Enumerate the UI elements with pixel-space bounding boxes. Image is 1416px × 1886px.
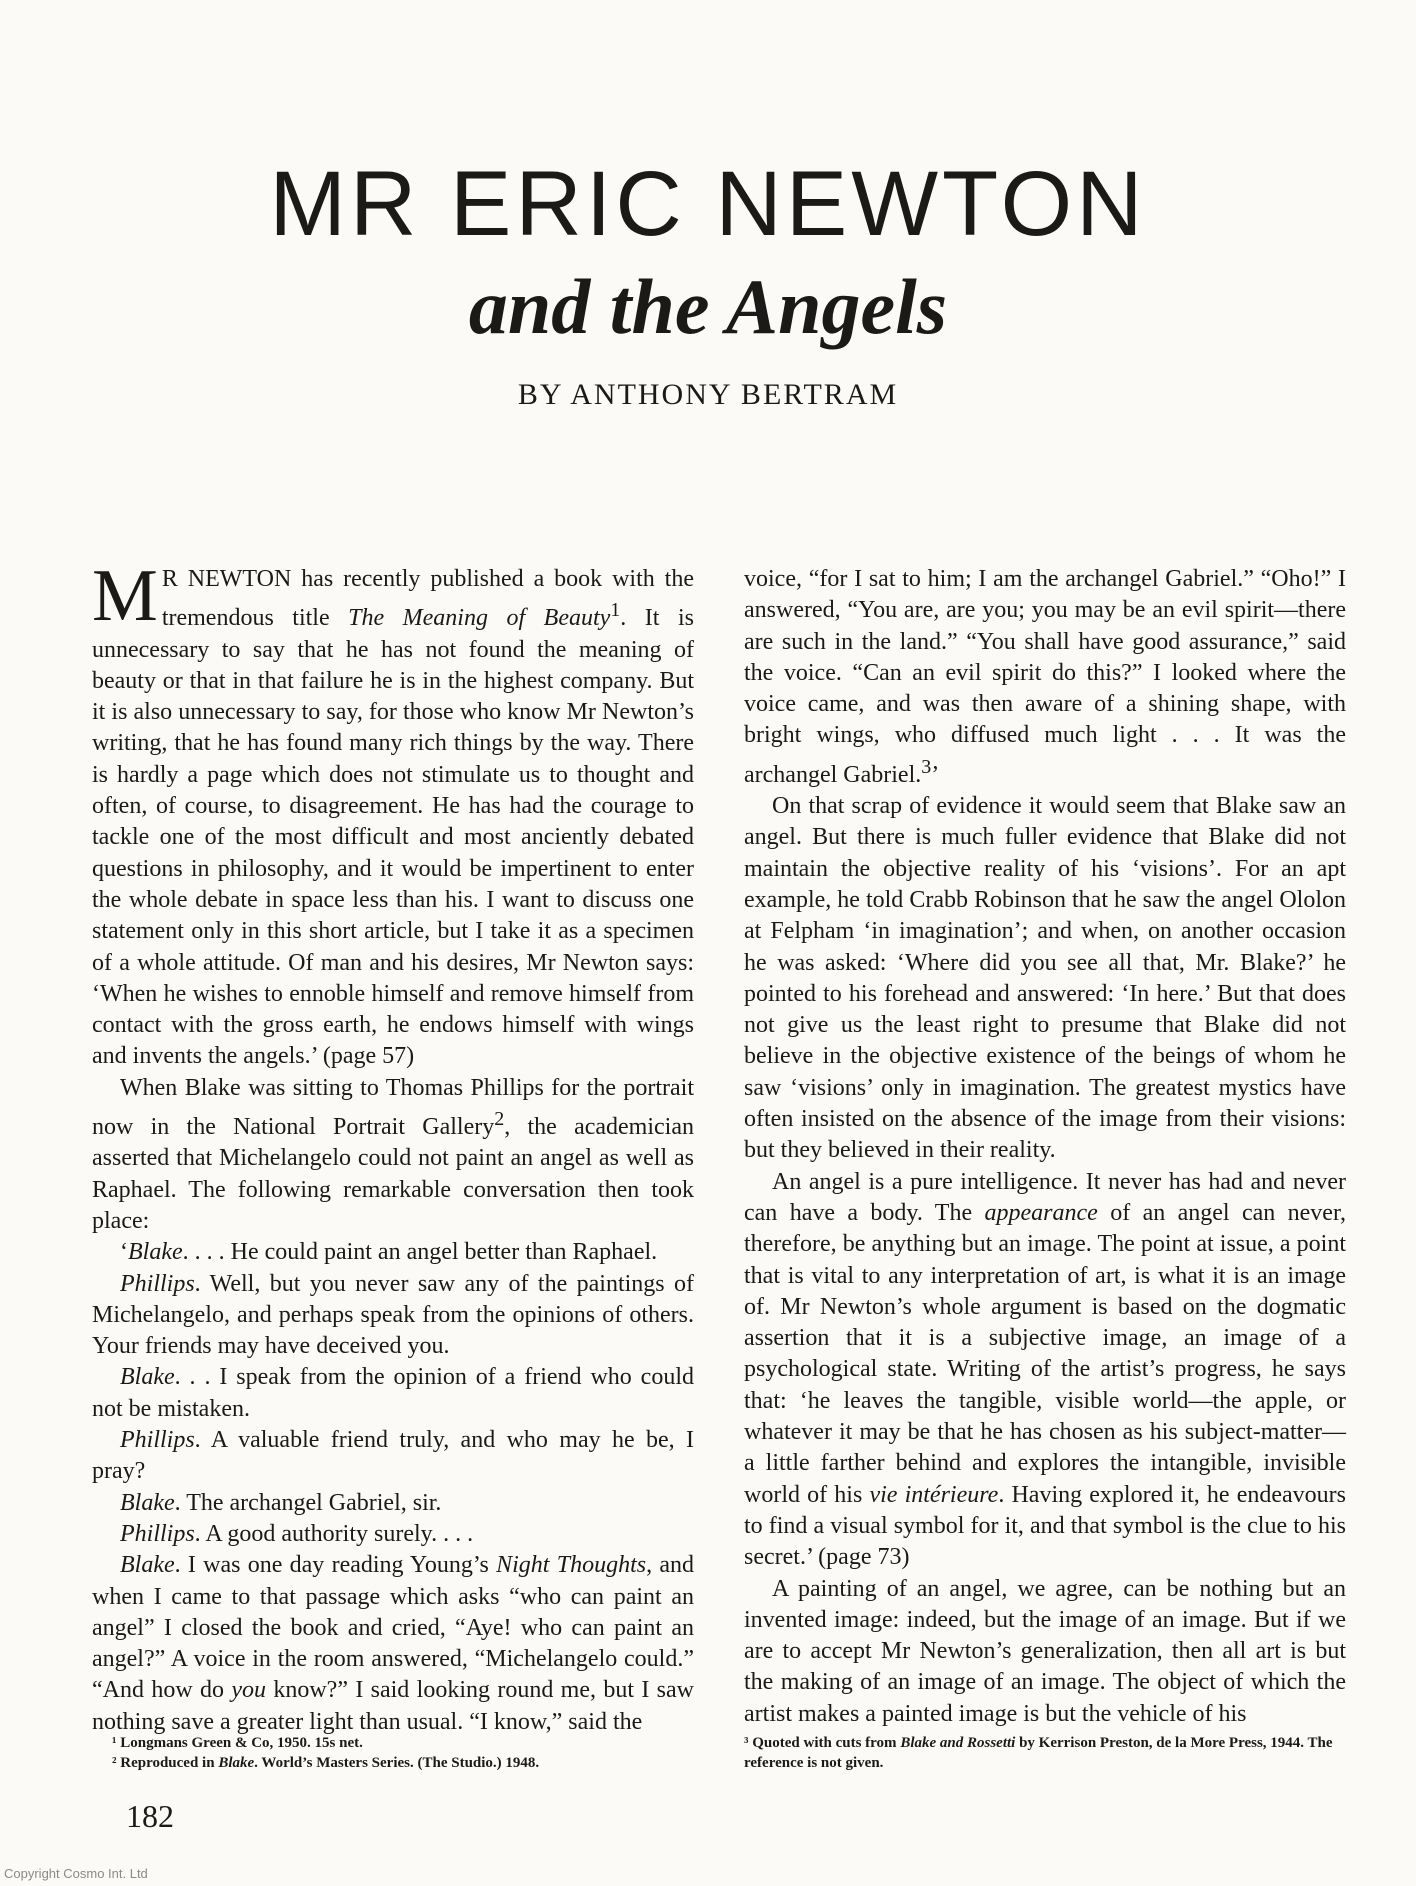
footnote-ref-1: 1 xyxy=(610,599,621,622)
paragraph: A painting of an angel, we agree, can be nothing but an invented image: indeed, but the image of an image. But if we are to accept Mr Newton’s generalization, then all art is but the making of an image of an image. The object of which the artist makes a painted image is but the vehicle of his xyxy=(744,1575,1346,1727)
paragraph: An angel is a pure intelligence. It never has had and never can have a body. The appearance of an angel can never, therefore, be anything but an image. The point at issue, a point that is vital to any interpretation of art, is what it is an image of. Mr Newton’s whole argument is based on the dogmatic assertion that it is a subjective image, an image of a psychological state. Writing of the artist’s progress, he says that: ‘he leaves the tangible, visible world—the apple, or whatever it may be that he has chosen as his subject-matter—a little farther behind and explores the intangible, invisible world of his vie intérieure. Having explored it, he endeavours to find a visual symbol for it, and that symbol is the clue to his secret.’ (page 73) xyxy=(744,1168,1346,1571)
page-number: 182 xyxy=(126,1798,174,1834)
right-column xyxy=(744,564,1346,1730)
dialogue-line: Blake. I was one day reading Young’s Night Thoughts, and when I came to that passage which asks “who can paint an angel” I closed the book and cried, “Aye! who can paint an angel?” A voice in the room answered, “Michelangelo could.” “And how do you know?” I said looking round me, but I saw nothing save a greater light than usual. “I know,” said the xyxy=(92,1552,694,1735)
dialogue-line: Blake. . . I speak from the opinion of a friend who could not be mistaken. xyxy=(92,1364,694,1422)
book-title: The Meaning of Beauty xyxy=(348,605,611,632)
footnotes-right xyxy=(744,1733,1344,1773)
footnotes-left xyxy=(112,1733,712,1773)
dialogue-line: Blake. The archangel Gabriel, sir. xyxy=(120,1489,442,1516)
dialogue-line: ‘Blake. . . . He could paint an angel better than Raphael. xyxy=(120,1239,658,1266)
paragraph: voice, “for I sat to him; I am the archangel Gabriel.” “Oho!” I answered, “You are, are you; you may be an evil spirit—there are such in the land.” “You shall have good assurance,” said the voice. “Can an evil spirit do this?” I looked where the voice came, and was then aware of a shining shape, with bright wings, who diffused much light . . . It was the archangel Gabriel.$^3$’ xyxy=(744,566,1346,788)
footnote-ref-3: 3 xyxy=(921,755,932,778)
footnote-ref-2: 2 xyxy=(494,1108,505,1131)
drop-cap: M xyxy=(92,555,158,637)
opening-paragraph: M R NEWTON has recently published a book with the tremendous title The Meaning of Beauty$^1$. It is unnecessary to say that he has not found the meaning of beauty or that in that failure he is in the highest company. But it is also unnecessary to say, for those who know Mr Newton’s writing, that he has found many rich things by the way. There is hardly a page which does not stimulate us to thought and often, of course, to disagreement. He has had the courage to tackle one of the most difficult and most anciently debated questions in philosophy, and it would be impertinent to enter the whole debate in space less than his. I want to discuss one statement only in this short article, but I take it as a specimen of a whole attitude. Of man and his desires, Mr Newton says: ‘When he wishes to ennoble himself and remove himself from contact with the gross earth, he endows himself with wings and invents the angels.’ (page 57) xyxy=(92,555,694,1070)
article-byline: BY ANTHONY BERTRAM xyxy=(517,378,899,411)
paragraph: On that scrap of evidence it would seem that Blake saw an angel. But there is much fuller evidence that Blake did not maintain the objective reality of his ‘visions’. For an apt example, he told Crabb Robinson that he saw the angel Ololon at Felpham ‘in imagination’; and when, on another occasion he was asked: ‘Where did you see all that, Mr. Blake?’ he pointed to his forehead and answered: ‘In here.’ But that does not give us the least right to presume that Blake did not believe in the objective existence of the beings of whom he saw ‘visions’ only in imagination. The greatest mystics have often insisted on the absence of the image from their visions: but they believed in their reality. xyxy=(744,793,1346,1164)
article-subtitle: and the Angels xyxy=(468,263,948,350)
footnote-1: ¹ Longmans Green & Co, 1950. 15s net. xyxy=(112,1735,363,1751)
copyright-watermark: Copyright Cosmo Int. Ltd xyxy=(4,1866,148,1881)
dialogue-line: Phillips. A valuable friend truly, and who may he be, I pray? xyxy=(92,1427,694,1485)
footnote-2: ² Reproduced in Blake. World’s Masters Series. (The Studio.) 1948. xyxy=(112,1755,540,1771)
paragraph: When Blake was sitting to Thomas Phillips for the portrait now in the National Portrait Gallery$^2$, the academician asserted that Michelangelo could not paint an angel as well as Raphael. The following remarkable conversation then took place: xyxy=(92,1074,694,1234)
dialogue-line: Phillips. A good authority surely. . . . xyxy=(120,1520,474,1547)
dialogue-line: Phillips. Well, but you never saw any of the paintings of Michelangelo, and perhaps speak from the opinions of others. Your friends may have deceived you. xyxy=(92,1270,694,1360)
footnote-3: ³ Quoted with cuts from Blake and Rossetti by Kerrison Preston, de la More Press, 1944. The reference is not given. xyxy=(744,1735,1333,1771)
left-column xyxy=(92,555,694,1738)
article-title: MR ERIC NEWTON xyxy=(269,153,1147,255)
